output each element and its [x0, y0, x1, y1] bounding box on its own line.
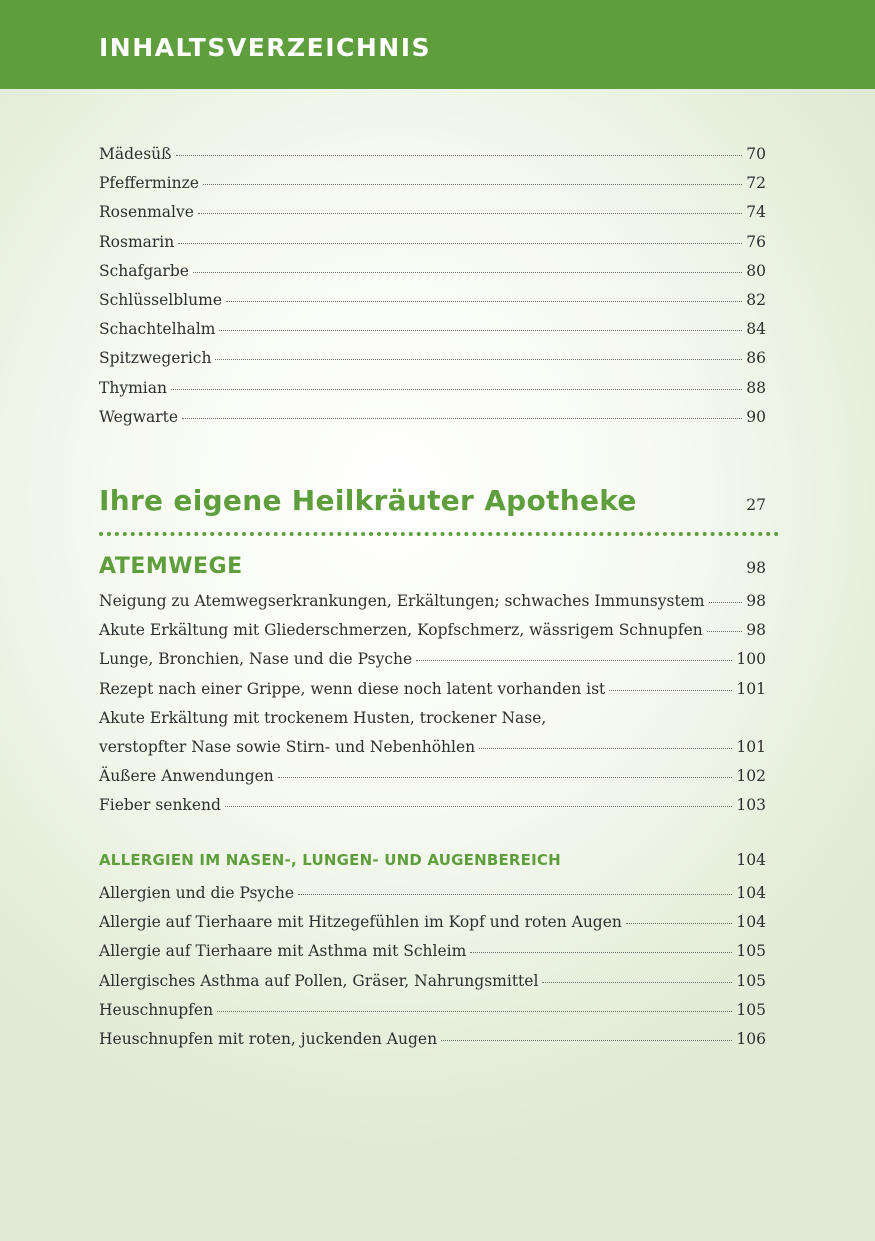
toc-entry-label: Schafgarbe [99, 261, 189, 280]
toc-entry-page: 98 [746, 592, 766, 610]
toc-entry-page: 98 [746, 621, 766, 640]
category-heading-allergien[interactable] [99, 851, 766, 869]
toc-entry[interactable] [99, 587, 766, 616]
leader-dots [709, 601, 742, 603]
leader-dots [176, 154, 743, 156]
toc-entry-page: 88 [746, 378, 766, 397]
leader-dots [609, 689, 732, 691]
leader-dots [198, 212, 742, 214]
toc-entry-label: Allergie auf Tierhaare mit Asthma mit Schleim [99, 942, 467, 961]
toc-entry[interactable] [99, 675, 766, 704]
toc-entry-label: Schlüsselblume [99, 290, 222, 309]
leader-dots [215, 358, 742, 360]
section-heading[interactable] [99, 484, 766, 517]
toc-entry[interactable] [99, 879, 766, 908]
toc-entry-label: Pfefferminze [99, 174, 199, 193]
toc-entry-page: 100 [736, 650, 766, 669]
toc-entry-label: Spitzwegerich [99, 349, 212, 368]
toc-entry-label: Heuschnupfen [99, 1000, 214, 1019]
toc-entry[interactable] [99, 908, 766, 937]
allergien-list [99, 879, 766, 1054]
toc-entry[interactable] [99, 996, 766, 1025]
toc-entry-page: 104 [736, 913, 766, 932]
toc-entry[interactable] [99, 228, 766, 257]
toc-entry[interactable] [99, 344, 766, 373]
leader-dots [219, 329, 742, 331]
toc-entry-page: 106 [736, 1029, 766, 1048]
toc-entry[interactable] [99, 937, 766, 966]
toc-entry-label: Wegwarte [99, 407, 179, 426]
leader-dots [203, 183, 742, 185]
toc-entry[interactable] [99, 1025, 766, 1054]
section-title: Ihre eigene Heilkräuter Apotheke [99, 484, 637, 517]
toc-entry-page: 80 [746, 261, 766, 280]
toc-entry-label: Rosenmalve [99, 203, 194, 222]
toc-entry-page: 72 [746, 174, 766, 193]
toc-entry-label: Äußere Anwendungen [99, 767, 274, 786]
toc-entry[interactable] [99, 733, 766, 762]
leader-dots [416, 659, 732, 661]
leader-dots [278, 776, 733, 778]
leader-dots [470, 951, 732, 953]
toc-entry-page: 84 [746, 320, 766, 339]
toc-entry[interactable] [99, 198, 766, 227]
toc-entry-page: 70 [746, 145, 766, 163]
toc-entry-label: Heuschnupfen mit roten, juckenden Augen [99, 1029, 438, 1048]
toc-entry-page: 105 [736, 1000, 766, 1019]
toc-entry[interactable] [99, 616, 766, 645]
toc-entry[interactable] [99, 286, 766, 315]
leader-dots [226, 300, 742, 302]
toc-entry[interactable] [99, 967, 766, 996]
toc-entry-page: 105 [736, 971, 766, 990]
section-page: 27 [746, 496, 766, 514]
toc-entry-page: 82 [746, 290, 766, 309]
leader-dots [225, 805, 733, 807]
toc-entry-page: 86 [746, 349, 766, 368]
toc-entry-label: Neigung zu Atemwegserkrankungen, Erkältungen; schwaches Immunsystem [99, 592, 705, 610]
leader-dots [193, 271, 742, 273]
toc-entry[interactable] [99, 791, 766, 820]
toc-entry[interactable] [99, 645, 766, 674]
toc-entry[interactable] [99, 704, 766, 733]
toc-entry-label: Rosmarin [99, 232, 175, 251]
toc-entry-label: Akute Erkältung mit trockenem Husten, trockener Nase, [99, 708, 547, 727]
category-title: ALLERGIEN IM NASEN-, LUNGEN- UND AUGENBEREICH [99, 851, 561, 869]
toc-entry[interactable] [99, 403, 766, 432]
toc-entry[interactable] [99, 315, 766, 344]
category-heading-atemwege[interactable] [99, 554, 766, 579]
toc-entry-page: 105 [736, 942, 766, 961]
leader-dots [298, 893, 732, 895]
toc-entry-page: 101 [736, 679, 766, 698]
toc-entry-page: 74 [746, 203, 766, 222]
toc-entry-label: Allergien und die Psyche [99, 884, 295, 902]
toc-entry-page: 102 [736, 767, 766, 786]
toc-entry-label: Lunge, Bronchien, Nase und die Psyche [99, 650, 413, 669]
page-title: INHALTSVERZEICHNIS [99, 33, 432, 62]
toc-entry-label: Mädesüß [99, 145, 172, 163]
category-page: 98 [746, 559, 766, 577]
toc-entry[interactable] [99, 257, 766, 286]
toc-entry-page: 101 [736, 737, 766, 756]
toc-entry-label: Akute Erkältung mit Gliederschmerzen, Kopfschmerz, wässrigem Schnupfen [99, 621, 703, 640]
leader-dots [479, 747, 732, 749]
toc-entry-label: verstopfter Nase sowie Stirn- und Nebenhöhlen [99, 737, 476, 756]
category-page: 104 [736, 851, 766, 869]
leader-dots [217, 1010, 732, 1012]
leader-dots [182, 417, 742, 419]
leader-dots [542, 981, 732, 983]
toc-entry-label: Schachtelhalm [99, 320, 216, 339]
toc-entry-label: Fieber senkend [99, 796, 221, 815]
atemwege-list [99, 587, 766, 821]
leader-dots [178, 242, 742, 244]
leader-dots [441, 1039, 732, 1041]
leader-dots [626, 922, 733, 924]
toc-entry[interactable] [99, 374, 766, 403]
toc-entry[interactable] [99, 169, 766, 198]
leader-dots [171, 388, 742, 390]
toc-entry-page: 76 [746, 232, 766, 251]
toc-entry-label: Allergisches Asthma auf Pollen, Gräser, Nahrungsmittel [99, 971, 539, 990]
category-title: ATEMWEGE [99, 554, 243, 579]
toc-entry-label: Thymian [99, 378, 167, 397]
toc-entry-label: Rezept nach einer Grippe, wenn diese noch latent vorhanden ist [99, 679, 606, 698]
leader-dots [707, 630, 742, 632]
herb-list [99, 140, 766, 432]
toc-entry-page: 103 [736, 796, 766, 815]
header-bar [0, 0, 875, 89]
toc-entry-label: Allergie auf Tierhaare mit Hitzegefühlen im Kopf und roten Augen [99, 913, 622, 932]
toc-entry-page: 90 [746, 407, 766, 426]
toc-entry[interactable] [99, 140, 766, 169]
dotted-divider [99, 532, 779, 536]
toc-entry-page: 104 [736, 884, 766, 902]
toc-entry[interactable] [99, 762, 766, 791]
